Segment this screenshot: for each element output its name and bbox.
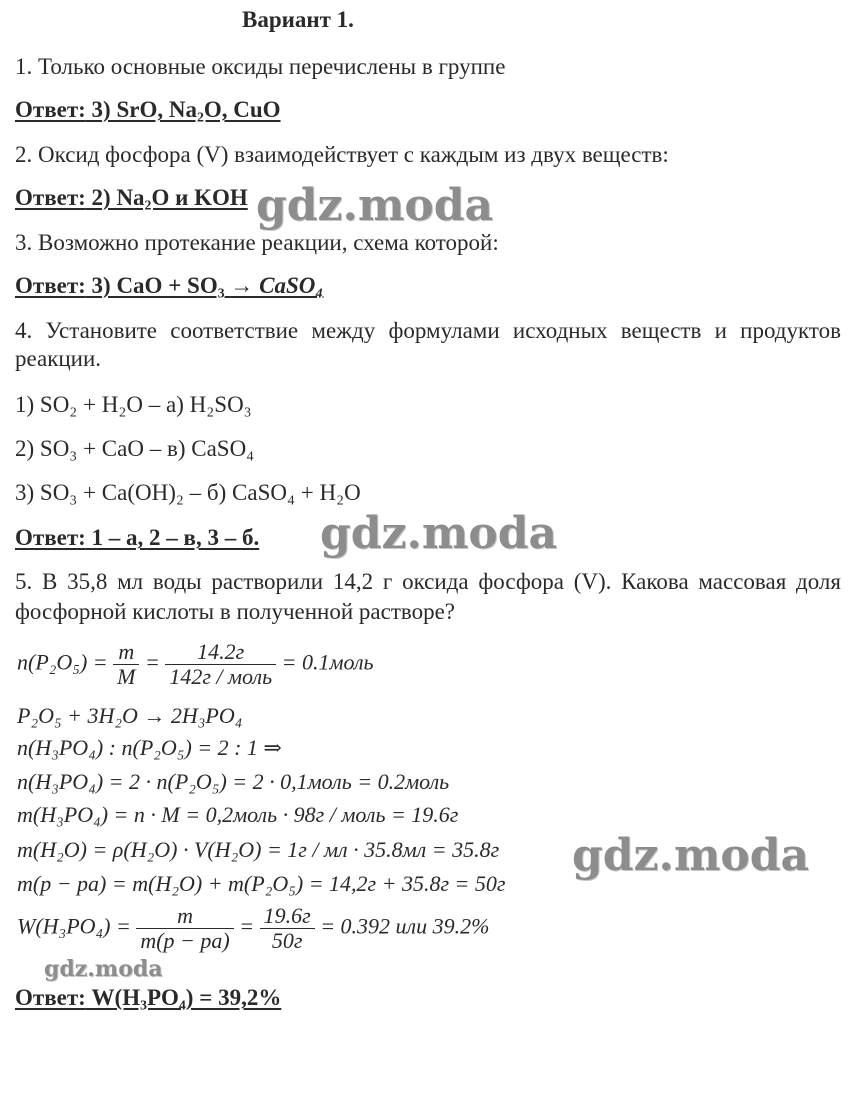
equation-5: m(H₃PO₄) = n · M = 0,2моль · 98г / моль = 19.6г (17, 802, 459, 827)
equation-1 (17, 640, 374, 689)
eq8-f2-num: 19.6г (260, 904, 315, 929)
equation-4: n(H₃PO₄) = 2 · n(P₂O₅) = 2 · 0,1моль = 0.2моль (17, 769, 450, 794)
eq8-equals: = (239, 913, 255, 939)
question-3: 3. Возможно протекание реакции, схема которой: (15, 230, 499, 255)
answer-4-label: Ответ: (15, 525, 86, 550)
question-1: 1. Только основные оксиды перечислены в группе (15, 54, 506, 79)
watermark-2: gdz.moda (320, 508, 558, 559)
equation-6: m(H₂O) = ρ(H₂O) · V(H₂O) = 1г / мл · 35.8мл = 35.8г (17, 837, 500, 862)
eq1-rhs: = 0.1моль (281, 649, 374, 675)
eq1-f2-num: 14.2г (165, 640, 276, 665)
equation-7: m(p − pa) = m(H₂O) + m(P₂O₅) = 14,2г + 35.8г = 50г (17, 871, 506, 896)
watermark-4: gdz.moda (44, 956, 163, 982)
eq8-fraction-1 (136, 904, 233, 953)
eq1-fraction-1 (113, 640, 139, 689)
answer-3 (15, 272, 323, 300)
question-5-line-1: 5. В 35,8 мл воды растворили 14,2 г оксида фосфора (V). Какова массовая доля (15, 569, 841, 594)
answer-2 (15, 184, 248, 212)
watermark-1: gdz.moda (256, 180, 494, 231)
eq1-fraction-2 (165, 640, 276, 689)
match-item-3: 3) SO₃ + Ca(OH)₂ – б) CaSO₄ + H₂O (15, 480, 361, 505)
question-2: 2. Оксид фосфора (V) взаимодействует с каждым из двух веществ: (15, 142, 669, 167)
eq1-f2-den: 142г / моль (169, 664, 273, 689)
page-title: Вариант 1. (242, 7, 354, 32)
eq1-f1-den: M (117, 664, 136, 689)
answer-1 (15, 96, 281, 124)
answer-3-text: 3) CaO + SO₃ (91, 273, 225, 298)
eq1-f1-num: m (113, 640, 139, 665)
eq8-fraction-2 (260, 904, 315, 953)
answer-5 (15, 984, 281, 1012)
eq8-rhs: = 0.392 или 39.2% (320, 913, 490, 939)
answer-4-text: 1 – а, 2 – в, 3 – б. (91, 525, 260, 550)
eq8-f1-den: m(p − pa) (140, 928, 230, 953)
answer-2-text: 2) Na₂O и KOH (91, 185, 248, 210)
eq1-lhs: n(P₂O₅) = (17, 649, 108, 675)
answer-4 (15, 524, 259, 552)
eq1-equals: = (144, 649, 160, 675)
eq8-f2-den: 50г (271, 928, 303, 953)
answer-1-text: 3) SrO, Na₂O, CuO (91, 97, 281, 122)
answer-3-label: Ответ: (15, 273, 86, 298)
question-5-line-2: фосфорной кислоты в полученной растворе? (15, 599, 455, 624)
answer-1-label: Ответ: (15, 97, 86, 122)
answer-3-product: → CaSO₄ (230, 273, 324, 298)
eq8-f1-num: m (136, 904, 233, 929)
watermark-3: gdz.moda (572, 830, 810, 881)
question-4-line-2: реакции. (15, 346, 102, 371)
equation-2: P₂O₅ + 3H₂O → 2H₃PO₄ (17, 703, 243, 728)
equation-8 (17, 904, 489, 953)
question-4-line-1: 4. Установите соответствие между формулами исходных веществ и продуктов (15, 318, 841, 343)
equation-3: n(H₃PO₄) : n(P₂O₅) = 2 : 1 ⇒ (17, 735, 282, 760)
match-item-1: 1) SO₂ + H₂O – а) H₂SO₃ (15, 392, 252, 417)
match-item-2: 2) SO₃ + CaO – в) CaSO₄ (15, 436, 255, 461)
answer-5-text: W(H₃PO₄) = 39,2% (91, 985, 282, 1010)
eq8-lhs: W(H₃PO₄) = (17, 913, 131, 939)
answer-5-label: Ответ: (15, 985, 86, 1010)
answer-2-label: Ответ: (15, 185, 86, 210)
